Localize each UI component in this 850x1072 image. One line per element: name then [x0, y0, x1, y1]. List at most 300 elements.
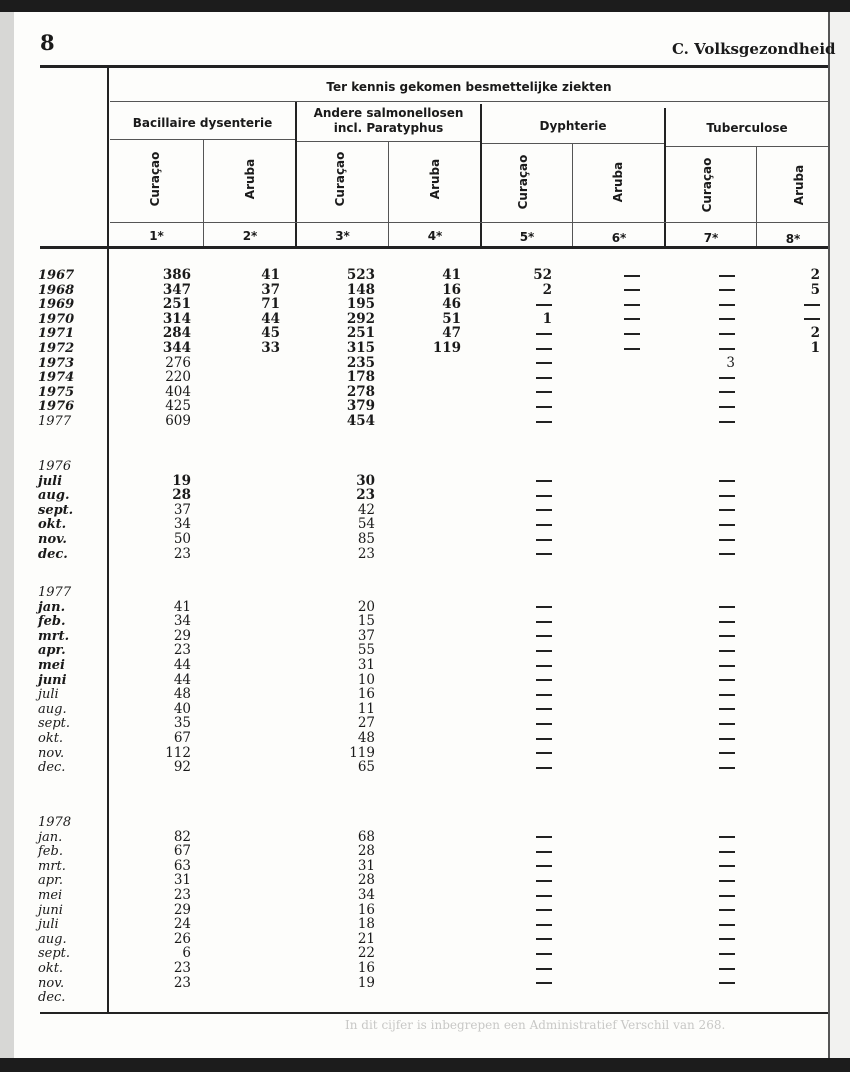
table-cell — [512, 976, 552, 991]
col-5-label: Curaçao — [516, 154, 530, 210]
table-cell: 31 — [173, 872, 191, 889]
table-cell: 48 — [357, 730, 375, 746]
dash-nil-value — [536, 865, 552, 867]
table-cell: 292 — [346, 310, 375, 327]
dash-nil-value — [719, 480, 735, 482]
table-cell — [512, 687, 552, 702]
dash-nil-value — [719, 851, 735, 853]
dash-nil-value — [536, 895, 552, 897]
title-rule — [110, 101, 828, 102]
table-cell — [695, 673, 735, 688]
scan-top-edge — [0, 0, 850, 12]
row-label: 1975 — [38, 384, 75, 400]
table-bottom-rule — [40, 1012, 828, 1014]
table-cell — [512, 760, 552, 775]
dash-nil-value — [624, 348, 640, 350]
dash-nil-value — [536, 694, 552, 696]
table-cell — [512, 746, 552, 761]
table-cell — [695, 716, 735, 731]
table-cell — [695, 687, 735, 702]
row-label: dec. — [38, 546, 68, 562]
table-cell: 2 — [810, 267, 820, 283]
table-cell: 19 — [172, 472, 191, 489]
row-label: aug. — [38, 701, 67, 717]
row-label: okt. — [38, 731, 64, 746]
table-cell — [695, 859, 735, 874]
table-cell — [695, 844, 735, 859]
col-8-label: Aruba — [792, 164, 806, 206]
dash-nil-value — [624, 318, 640, 320]
table-cell — [695, 643, 735, 658]
dash-nil-value — [536, 752, 552, 754]
table-cell: 41 — [261, 267, 280, 283]
table-cell: 92 — [173, 759, 191, 776]
dash-nil-value — [719, 650, 735, 652]
dash-nil-value — [719, 406, 735, 408]
row-label: 1968 — [38, 282, 75, 298]
table-cell: 16 — [357, 901, 375, 918]
table-cell — [512, 702, 552, 717]
table-cell — [512, 917, 552, 932]
table-cell: 21 — [357, 930, 375, 947]
table-cell: 315 — [346, 340, 375, 356]
dash-nil-value — [536, 836, 552, 838]
section-title: C. Volksgezondheid — [672, 40, 836, 58]
dash-nil-value — [719, 333, 735, 335]
table-cell: 23 — [357, 545, 375, 562]
table-cell — [512, 614, 552, 629]
dash-nil-value — [719, 539, 735, 541]
col-8-code: 8* — [785, 232, 801, 246]
row-label: juli — [38, 917, 59, 933]
period-heading: 1976 — [38, 459, 72, 474]
table-cell — [512, 961, 552, 976]
table-cell — [512, 341, 552, 356]
dash-nil-value — [624, 333, 640, 335]
row-label: nov. — [38, 532, 67, 547]
table-cell: 404 — [165, 383, 191, 400]
subcolumn-divider — [756, 147, 757, 246]
table-cell — [695, 746, 735, 761]
table-cell: 63 — [173, 857, 191, 874]
table-cell: 45 — [261, 325, 280, 342]
table-cell: 15 — [357, 613, 375, 630]
dash-nil-value — [536, 406, 552, 408]
dash-nil-value — [536, 539, 552, 541]
table-cell — [695, 702, 735, 717]
row-label: juni — [38, 902, 63, 918]
col-2-code: 2* — [242, 229, 258, 243]
row-label: aug. — [38, 931, 67, 947]
dash-nil-value — [719, 421, 735, 423]
table-cell — [695, 341, 735, 356]
dash-nil-value — [719, 679, 735, 681]
row-label: feb. — [38, 844, 63, 860]
dash-nil-value — [719, 304, 735, 306]
table-cell: 67 — [173, 843, 191, 860]
table-cell: 284 — [162, 325, 191, 342]
row-label: 1971 — [38, 326, 75, 342]
group-bacillaire-dysenterie: Bacillaire dysenterie — [132, 116, 273, 130]
table-cell: 119 — [349, 744, 375, 761]
table-cell: 1 — [542, 310, 552, 327]
dash-nil-value — [624, 275, 640, 277]
table-cell: 44 — [173, 657, 191, 673]
table-cell: 82 — [173, 828, 191, 845]
table-cell: 35 — [173, 715, 191, 732]
table-cell: 251 — [162, 296, 191, 313]
table-cell — [695, 503, 735, 518]
dash-nil-value — [536, 767, 552, 769]
table-cell: 314 — [162, 310, 191, 327]
table-cell — [695, 283, 735, 298]
table-cell — [695, 312, 735, 327]
col-1-label: Curaçao — [148, 151, 162, 207]
table-title: Ter kennis gekomen besmettelijke ziekten — [326, 80, 612, 94]
table-cell: 16 — [442, 281, 461, 298]
table-cell: 24 — [173, 916, 191, 933]
table-cell — [695, 474, 735, 489]
col-4-label: Aruba — [428, 158, 442, 200]
col-1-code: 1* — [149, 229, 164, 243]
dash-nil-value — [536, 621, 552, 623]
table-cell — [695, 370, 735, 385]
dash-nil-value — [536, 938, 552, 940]
adjacent-page-edge — [828, 12, 850, 1058]
stub-column-divider — [107, 67, 109, 1012]
table-cell — [695, 326, 735, 341]
table-cell: 18 — [357, 916, 375, 933]
table-cell — [695, 946, 735, 961]
row-label: mei — [38, 888, 63, 903]
subcolumn-divider — [203, 140, 204, 246]
table-cell: 34 — [173, 516, 191, 533]
dash-nil-value — [719, 524, 735, 526]
table-cell: 20 — [357, 598, 375, 615]
col-2-label: Aruba — [243, 158, 257, 200]
dash-nil-value — [536, 650, 552, 652]
footnote-bleedthrough: In dit cijfer is inbegrepen een Administratief Verschil van 268. — [345, 1018, 726, 1032]
group-tuberculose: Tuberculose — [706, 121, 788, 135]
row-label: dec. — [38, 990, 66, 1006]
table-cell: 31 — [357, 657, 375, 673]
table-cell: 23 — [173, 974, 191, 991]
table-cell — [512, 629, 552, 644]
table-cell — [512, 532, 552, 547]
table-cell — [695, 614, 735, 629]
table-cell: 2 — [542, 281, 552, 298]
dash-nil-value — [719, 509, 735, 511]
table-cell — [695, 297, 735, 312]
dash-nil-value — [719, 275, 735, 277]
table-cell — [695, 976, 735, 991]
table-cell: 48 — [173, 686, 191, 703]
dash-nil-value — [719, 495, 735, 497]
dash-nil-value — [536, 723, 552, 725]
dash-nil-value — [719, 348, 735, 350]
row-label: feb. — [38, 614, 66, 630]
table-cell: 37 — [357, 627, 375, 644]
dash-nil-value — [719, 621, 735, 623]
dash-nil-value — [536, 665, 552, 667]
table-cell — [695, 399, 735, 414]
dash-nil-value — [536, 924, 552, 926]
dash-nil-value — [536, 708, 552, 710]
table-cell — [695, 903, 735, 918]
col-7-label: Curaçao — [700, 157, 714, 213]
dash-nil-value — [719, 752, 735, 754]
table-cell: 3 — [726, 354, 735, 371]
table-cell — [512, 488, 552, 503]
dash-nil-value — [536, 524, 552, 526]
dash-nil-value — [719, 982, 735, 984]
col-4-code: 4* — [427, 229, 443, 243]
dash-nil-value — [719, 391, 735, 393]
dash-nil-value — [536, 480, 552, 482]
table-cell: 16 — [357, 686, 375, 703]
page-number: 8 — [40, 30, 55, 55]
table-cell — [695, 600, 735, 615]
table-cell — [512, 830, 552, 845]
table-cell: 609 — [165, 413, 191, 429]
dash-nil-value — [536, 304, 552, 306]
row-label: 1970 — [38, 311, 75, 327]
table-cell: 112 — [165, 744, 191, 761]
table-cell — [512, 673, 552, 688]
dash-nil-value — [536, 377, 552, 379]
table-cell — [512, 716, 552, 731]
table-cell: 33 — [261, 340, 280, 356]
table-cell: 28 — [357, 843, 375, 860]
dash-nil-value — [536, 679, 552, 681]
dash-nil-value — [719, 665, 735, 667]
row-label: mrt. — [38, 858, 66, 874]
dash-nil-value — [624, 289, 640, 291]
dash-nil-value — [536, 333, 552, 335]
period-heading: 1978 — [38, 815, 72, 830]
table-cell — [695, 760, 735, 775]
dash-nil-value — [719, 909, 735, 911]
subcolumn-divider — [572, 144, 573, 246]
row-label: 1974 — [38, 370, 75, 386]
table-cell: 44 — [261, 310, 280, 327]
group-salmonellosen-line2: incl. Paratyphus — [333, 121, 444, 135]
dash-nil-value — [719, 289, 735, 291]
table-cell — [512, 370, 552, 385]
table-cell — [512, 474, 552, 489]
row-label: juli — [38, 473, 63, 489]
dash-nil-value — [719, 938, 735, 940]
table-cell: 71 — [261, 296, 280, 313]
dash-nil-value — [719, 553, 735, 555]
page-gutter — [0, 12, 14, 1058]
table-cell — [512, 414, 552, 429]
dash-nil-value — [804, 318, 820, 320]
col-5-code: 5* — [519, 230, 535, 244]
row-label: aug. — [38, 488, 70, 504]
table-cell — [600, 312, 640, 327]
row-label: jan. — [38, 599, 66, 615]
dash-nil-value — [719, 968, 735, 970]
table-cell — [600, 341, 640, 356]
table-cell — [695, 961, 735, 976]
table-cell — [695, 917, 735, 932]
dash-nil-value — [719, 836, 735, 838]
table-cell — [512, 503, 552, 518]
dash-nil-value — [536, 982, 552, 984]
table-cell — [512, 844, 552, 859]
table-cell: 278 — [346, 383, 375, 400]
table-cell: 23 — [173, 642, 191, 659]
row-label: sept. — [38, 946, 71, 962]
dash-nil-value — [719, 895, 735, 897]
row-label: nov. — [38, 745, 65, 761]
table-cell: 27 — [357, 715, 375, 732]
table-cell — [512, 932, 552, 947]
group-salmonellosen-line1: Andere salmonellosen — [313, 106, 464, 120]
dash-nil-value — [719, 924, 735, 926]
table-cell — [512, 326, 552, 341]
table-cell: 55 — [357, 642, 375, 659]
table-cell — [512, 643, 552, 658]
table-cell: 23 — [173, 960, 191, 976]
table-cell: 52 — [533, 267, 552, 283]
table-cell: 148 — [346, 281, 375, 298]
scan-bottom-edge — [0, 1058, 850, 1072]
table-cell: 16 — [357, 960, 375, 976]
table-cell — [695, 658, 735, 673]
table-cell — [695, 517, 735, 532]
row-label: 1967 — [38, 268, 75, 283]
dash-nil-value — [804, 304, 820, 306]
col-3-code: 3* — [335, 229, 350, 243]
dash-nil-value — [536, 968, 552, 970]
table-cell: 23 — [356, 487, 375, 504]
col-3-label: Curaçao — [333, 151, 347, 207]
dash-nil-value — [536, 909, 552, 911]
table-cell — [695, 488, 735, 503]
table-cell: 54 — [357, 516, 375, 533]
dash-nil-value — [536, 606, 552, 608]
table-cell — [512, 517, 552, 532]
table-cell — [600, 297, 640, 312]
dash-nil-value — [536, 421, 552, 423]
table-cell: 23 — [173, 887, 191, 903]
table-cell: 41 — [173, 598, 191, 615]
col-7-code: 7* — [703, 231, 719, 245]
table-cell — [695, 830, 735, 845]
dash-nil-value — [624, 304, 640, 306]
table-cell — [512, 731, 552, 746]
table-cell: 51 — [442, 310, 461, 327]
dash-nil-value — [719, 377, 735, 379]
col-6-code: 6* — [611, 231, 627, 245]
dash-nil-value — [536, 635, 552, 637]
table-cell: 276 — [165, 354, 191, 371]
table-cell: 119 — [432, 340, 461, 356]
dash-nil-value — [719, 953, 735, 955]
table-cell — [512, 399, 552, 414]
top-rule — [40, 65, 828, 68]
table-cell — [512, 888, 552, 903]
table-cell: 11 — [357, 700, 375, 717]
row-label: mei — [38, 658, 65, 673]
table-cell — [512, 385, 552, 400]
table-cell — [695, 268, 735, 283]
table-cell: 178 — [346, 369, 375, 386]
group-rule — [482, 143, 664, 144]
table-cell — [600, 283, 640, 298]
table-cell — [512, 356, 552, 371]
row-label: 1976 — [38, 399, 75, 415]
table-cell — [695, 932, 735, 947]
table-cell: 5 — [810, 281, 820, 298]
table-cell: 29 — [173, 901, 191, 918]
table-cell — [780, 297, 820, 312]
table-cell: 34 — [357, 887, 375, 903]
dash-nil-value — [719, 635, 735, 637]
dash-nil-value — [536, 348, 552, 350]
dash-nil-value — [719, 723, 735, 725]
table-cell — [695, 888, 735, 903]
table-cell — [695, 532, 735, 547]
table-cell: 195 — [346, 296, 375, 313]
table-cell — [512, 600, 552, 615]
row-label: 1972 — [38, 341, 75, 356]
row-label: okt. — [38, 517, 67, 533]
table-cell: 235 — [346, 354, 375, 371]
row-label: dec. — [38, 760, 66, 776]
row-label: apr. — [38, 643, 66, 659]
dash-nil-value — [719, 606, 735, 608]
code-row-rule — [110, 222, 828, 223]
table-cell: 220 — [165, 369, 191, 386]
table-cell: 40 — [173, 700, 191, 717]
dash-nil-value — [536, 880, 552, 882]
table-cell: 23 — [173, 545, 191, 562]
dash-nil-value — [719, 708, 735, 710]
table-cell: 523 — [346, 267, 375, 283]
table-cell: 22 — [357, 945, 375, 962]
table-cell: 65 — [357, 759, 375, 776]
row-label: sept. — [38, 716, 71, 732]
table-cell — [695, 731, 735, 746]
table-cell — [512, 946, 552, 961]
row-label: mrt. — [38, 628, 70, 644]
table-cell — [695, 385, 735, 400]
table-cell — [512, 547, 552, 562]
table-cell — [512, 658, 552, 673]
table-cell: 31 — [357, 857, 375, 874]
table-cell — [512, 903, 552, 918]
table-cell: 379 — [346, 398, 375, 415]
table-cell: 28 — [172, 487, 191, 504]
table-cell: 347 — [162, 281, 191, 298]
table-cell: 44 — [173, 671, 191, 688]
table-cell: 68 — [357, 828, 375, 845]
row-label: 1977 — [38, 414, 72, 429]
row-label: juni — [38, 672, 67, 688]
header-bottom-rule — [40, 246, 828, 249]
table-cell: 26 — [173, 930, 191, 947]
table-cell — [512, 873, 552, 888]
table-cell — [600, 268, 640, 283]
table-cell: 454 — [346, 413, 375, 429]
table-cell: 42 — [357, 501, 375, 518]
dash-nil-value — [719, 318, 735, 320]
table-cell: 30 — [356, 472, 375, 489]
row-label: apr. — [38, 873, 63, 889]
